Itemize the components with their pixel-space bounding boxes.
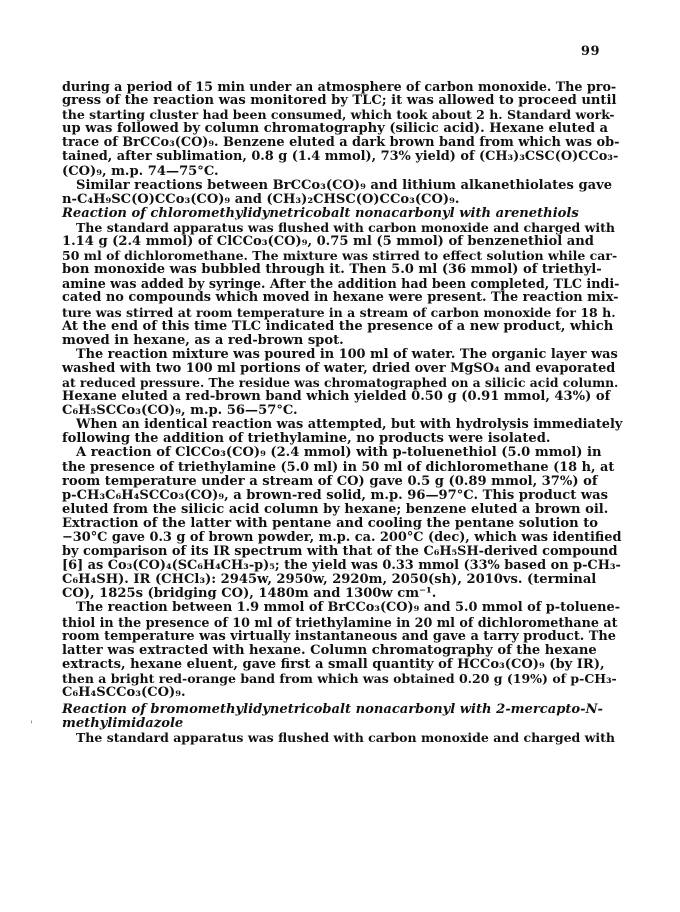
section-heading-line: methylimidazole — [62, 716, 184, 732]
text-line: the starting cluster had been consumed, which took about 2 h. Standard work- — [62, 107, 615, 123]
text-line: gress of the reaction was monitored by TLC; it was allowed to proceed until — [62, 93, 617, 109]
text-line: up was followed by column chromatography (silicic acid). Hexane eluted a — [62, 121, 609, 137]
text-line: CO), 1825s (bridging CO), 1480m and 1300w cm⁻¹. — [62, 586, 437, 602]
text-line: The standard apparatus was flushed with carbon monoxide and charged with — [76, 219, 616, 235]
margin-mark: ' — [30, 720, 33, 731]
text-line: C₆H₅SCCo₃(CO)₉, m.p. 56—57°C. — [62, 403, 298, 419]
text-line: −30°C gave 0.3 g of brown powder, m.p. ca. 200°C (dec), which was identified — [62, 530, 622, 545]
text-line: Similar reactions between BrCCo₃(CO)₉ and lithium alkanethiolates gave — [76, 177, 613, 193]
text-line: bon monoxide was bubbled through it. Then 5.0 ml (36 mmol) of triethyl- — [62, 262, 602, 278]
text-line: trace of BrCCo₃(CO)₉. Benzene eluted a dark brown band from which was ob- — [62, 135, 620, 151]
text-line: at reduced pressure. The residue was chromatographed on a silicic acid column. — [62, 374, 619, 390]
text-line: extracts, hexane eluent, gave first a small quantity of HCCo₃(CO)₉ (by IR), — [62, 656, 605, 672]
text-line: by comparison of its IR spectrum with that of the C₆H₅SH-derived compound — [62, 544, 618, 560]
text-line: tained, after sublimation, 0.8 g (1.4 mmol), 73% yield) of (CH₃)₃CSC(O)CCo₃- — [62, 149, 619, 165]
text-line: latter was extracted with hexane. Column chromatography of the hexane — [62, 642, 597, 658]
text-line: C₆H₄SCCo₃(CO)₉. — [62, 685, 186, 701]
text-line: The reaction mixture was poured in 100 ml of water. The organic layer was — [76, 346, 618, 362]
text-line: then a bright red-orange band from which was obtained 0.20 g (19%) of p-CH₃- — [62, 670, 617, 686]
page-number: 99 — [580, 44, 600, 59]
text-line: The standard apparatus was flushed with carbon monoxide and charged with — [76, 730, 616, 746]
text-line: The reaction between 1.9 mmol of BrCCo₃(CO)₉ and 5.0 mmol of p-toluene- — [76, 600, 621, 616]
text-line: When an identical reaction was attempted, but with hydrolysis immediately — [76, 417, 623, 433]
text-line: C₆H₄SH). IR (CHCl₃): 2945w, 2950w, 2920m, 2050(sh), 2010vs. (terminal — [62, 572, 597, 588]
section-heading-line: Reaction of bromomethylidynetricobalt nonacarbonyl with 2-mercapto-N- — [62, 702, 603, 718]
text-line: during a period of 15 min under an atmosphere of carbon monoxide. The pro- — [62, 79, 617, 94]
text-line: At the end of this time TLC indicated the presence of a new product, which — [62, 318, 614, 334]
text-line: (CO)₉, m.p. 74—75°C. — [62, 163, 219, 179]
text-line: ture was stirred at room temperature in a stream of carbon monoxide for 18 h. — [62, 304, 616, 320]
section-heading-line: Reaction of chloromethylidynetricobalt nonacarbonyl with arenethiols — [62, 205, 579, 221]
text-line: A reaction of ClCCo₃(CO)₉ (2.4 mmol) with p-toluenethiol (5.0 mmol) in — [76, 445, 602, 461]
text-line: following the addition of triethylamine, no products were isolated. — [62, 431, 551, 447]
text-line: room temperature under a stream of CO) gave 0.5 g (0.89 mmol, 37%) of — [62, 473, 598, 489]
text-line: amine was added by syringe. After the addition had been completed, TLC indi- — [62, 276, 620, 292]
text-line: washed with two 100 ml portions of water, dried over MgSO₄ and evaporated — [62, 360, 616, 376]
text-line: eluted from the silicic acid column by hexane; benzene eluted a brown oil. — [62, 501, 609, 517]
text-line: 50 ml of dichloromethane. The mixture was stirred to effect solution while car- — [62, 248, 618, 264]
text-line: cated no compounds which moved in hexane were present. The reaction mix- — [62, 290, 619, 306]
text-line: Extraction of the latter with pentane and cooling the pentane solution to — [62, 515, 599, 531]
text-line: moved in hexane, as a red-brown spot. — [62, 332, 344, 348]
text-line: 1.14 g (2.4 mmol) of ClCCo₃(CO)₉, 0.75 ml (5 mmol) of benzenethiol and — [62, 234, 594, 250]
text-line: room temperature was virtually instantaneous and gave a tarry product. The — [62, 628, 616, 644]
text-line: [6] as Co₃(CO)₄(SC₆H₄CH₃-p)₅; the yield was 0.33 mmol (33% based on p-CH₃- — [62, 558, 621, 574]
text-line: Hexane eluted a red-brown band which yielded 0.50 g (0.91 mmol, 43%) of — [62, 389, 611, 405]
text-line: thiol in the presence of 10 ml of triethylamine in 20 ml of dichloromethane at — [62, 614, 618, 630]
body-text — [62, 80, 622, 745]
text-line: n-C₄H₉SC(O)CCo₃(CO)₉ and (CH₃)₂CHSC(O)CCo₃(CO)₉. — [62, 191, 460, 207]
text-line: p-CH₃C₆H₄SCCo₃(CO)₉, a brown-red solid, m.p. 96—97°C. This product was — [62, 487, 608, 503]
text-line: the presence of triethylamine (5.0 ml) in 50 ml of dichloromethane (18 h, at — [62, 459, 615, 475]
